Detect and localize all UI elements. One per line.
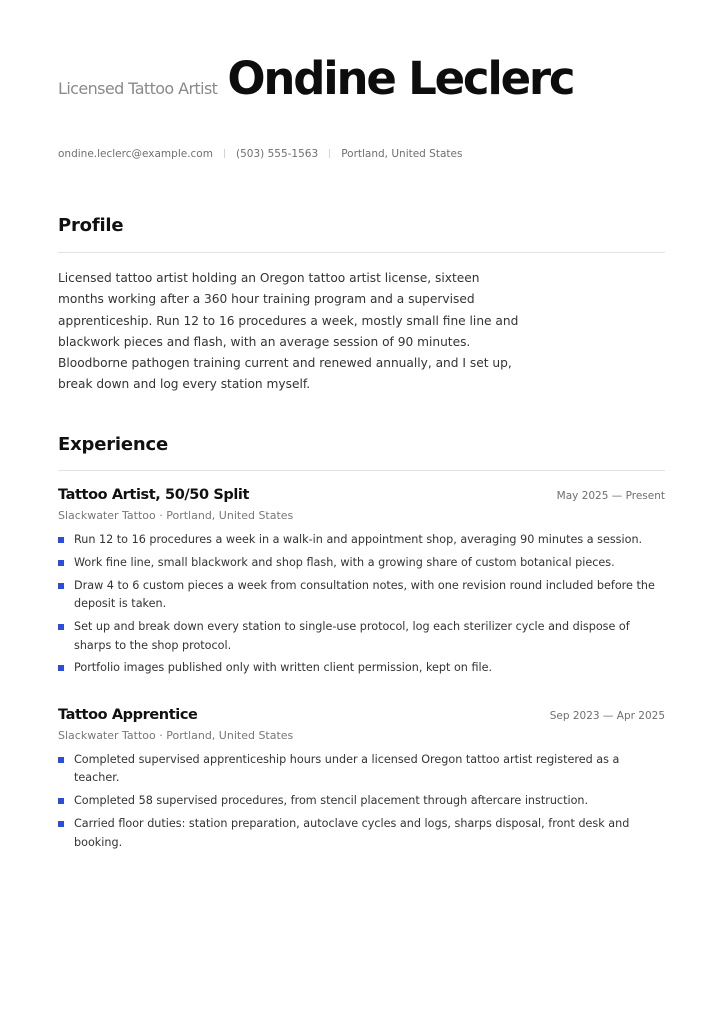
bullet-item (58, 815, 665, 852)
job-bullets (58, 531, 665, 678)
bullet-text: Carried floor duties: station preparation, autoclave cycles and logs, sharps disposal, front desk and booking. (74, 817, 630, 849)
contact-email[interactable]: ondine.leclerc@example.com (58, 148, 213, 160)
bullet-text: Work fine line, small blackwork and shop flash, with a growing share of custom botanical pieces. (74, 555, 615, 569)
candidate-name: Ondine Leclerc (227, 52, 574, 105)
job-title: Tattoo Artist, 50/50 Split (58, 487, 250, 503)
section-divider (58, 470, 665, 471)
job-header (58, 707, 665, 723)
section-divider (58, 252, 665, 253)
job-subtitle: Licensed Tattoo Artist (58, 79, 218, 98)
contact-separator: | (328, 149, 332, 159)
square-bullet-icon (58, 537, 64, 543)
contact-separator: | (222, 149, 227, 159)
square-bullet-icon (58, 624, 64, 630)
bullet-text: Completed supervised apprenticeship hours under a licensed Oregon tattoo artist registered as a teacher. (74, 753, 620, 785)
contact-location: Portland, United States (341, 148, 463, 160)
job-company: Slackwater Tattoo · Portland, United States (58, 509, 294, 522)
square-bullet-icon (58, 665, 64, 671)
job-bullets (58, 751, 665, 852)
bullet-item (58, 659, 665, 677)
bullet-item (58, 554, 665, 572)
job-title: Tattoo Apprentice (58, 707, 198, 723)
profile-heading: Profile (58, 215, 124, 236)
job-company: Slackwater Tattoo · Portland, United States (58, 729, 294, 742)
bullet-item (58, 792, 665, 810)
square-bullet-icon (58, 583, 64, 589)
square-bullet-icon (58, 560, 64, 566)
contact-phone[interactable]: (503) 555-1563 (236, 148, 319, 160)
job-dates: Sep 2023 — Apr 2025 (549, 710, 665, 722)
bullet-item (58, 751, 665, 788)
job-dates: May 2025 — Present (556, 490, 665, 502)
bullet-text: Run 12 to 16 procedures a week in a walk-in and appointment shop, averaging 90 minutes a session. (74, 533, 643, 546)
resume-header (58, 52, 678, 116)
bullet-item (58, 577, 665, 614)
bullet-text: Portfolio images published only with written client permission, kept on file. (74, 661, 493, 675)
bullet-item (58, 618, 665, 655)
square-bullet-icon (58, 798, 64, 804)
bullet-text: Draw 4 to 6 custom pieces a week from consultation notes, with one revision round included before the deposit is taken. (74, 578, 655, 611)
contact-line (58, 148, 462, 160)
job-entry (58, 707, 665, 857)
square-bullet-icon (58, 821, 64, 827)
bullet-item (58, 531, 665, 549)
profile-text: Licensed tattoo artist holding an Oregon tattoo artist license, sixteen months working after a 360 hour training program and a supervised apprenticeship. Run 12 to 16 procedures a week, mostly small fine line and blackwork pieces and flash, with an average session of 90 minutes. Bloodborne pathogen training current and renewed annually, and I set up, break down and log every station myself. (58, 271, 519, 392)
square-bullet-icon (58, 757, 64, 763)
bullet-text: Completed 58 supervised procedures, from stencil placement through aftercare instruction. (74, 794, 589, 808)
bullet-text: Set up and break down every station to single-use protocol, log each sterilizer cycle and dispose of sharps to the shop protocol. (74, 620, 630, 652)
experience-heading: Experience (58, 434, 168, 455)
job-header (58, 487, 665, 503)
job-entry (58, 487, 665, 682)
